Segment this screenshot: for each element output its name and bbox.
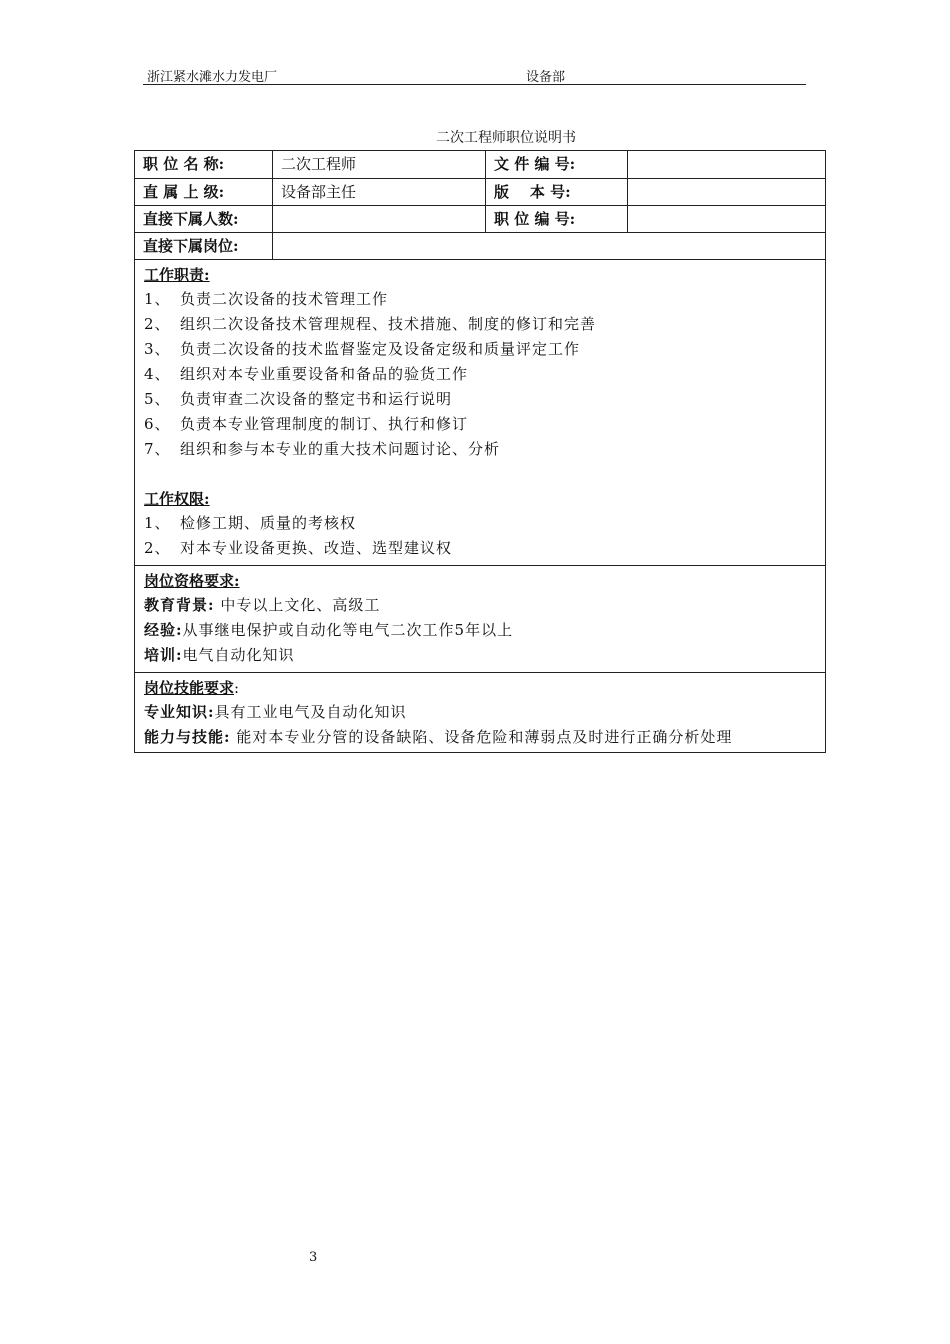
- item-text: 对本专业设备更换、改造、选型建议权: [180, 539, 453, 557]
- item-text: 负责本专业管理制度的制订、执行和修订: [180, 415, 469, 433]
- qualifications-title: 岗位资格要求:: [144, 572, 240, 590]
- subordinate-positions-label: 直接下属岗位:: [135, 233, 273, 259]
- header-org: 浙江紧水滩水力发电厂: [147, 70, 278, 85]
- item-text: 组织对本专业重要设备和备品的验货工作: [180, 365, 469, 383]
- item-number: 2、: [144, 315, 171, 333]
- knowledge-label: 专业知识:: [144, 703, 215, 721]
- training-label: 培训:: [144, 646, 183, 664]
- skills-title-line: [144, 676, 816, 700]
- position-name-label: 职 位 名 称:: [135, 151, 273, 178]
- file-no-label: 文 件 编 号:: [486, 151, 628, 178]
- file-no-value: [628, 151, 825, 178]
- page-header: [143, 64, 806, 85]
- list-item: [144, 312, 816, 337]
- supervisor-value: 设备部主任: [273, 179, 486, 205]
- subordinates-count-label: 直接下属人数:: [135, 206, 273, 232]
- version-value: [628, 179, 825, 205]
- duties-title: 工作职责:: [144, 266, 210, 284]
- item-number: 6、: [144, 415, 171, 433]
- ability-label: 能力与技能:: [144, 728, 231, 746]
- experience-row: [144, 618, 816, 643]
- item-number: 5、: [144, 390, 171, 408]
- duties-section: [135, 259, 825, 565]
- info-row-2: [135, 178, 825, 205]
- position-no-value: [628, 206, 825, 232]
- list-item: [144, 387, 816, 412]
- item-number: 3、: [144, 340, 171, 358]
- item-text: 检修工期、质量的考核权: [180, 514, 357, 532]
- education-value: 中专以上文化、高级工: [220, 596, 381, 614]
- info-row-1: [135, 151, 825, 178]
- header-dept: 设备部: [526, 70, 566, 85]
- list-item: [144, 412, 816, 437]
- item-text: 组织二次设备技术管理规程、技术措施、制度的修订和完善: [180, 315, 597, 333]
- item-text: 组织和参与本专业的重大技术问题讨论、分析: [180, 440, 501, 458]
- version-label: 版 本 号:: [486, 179, 628, 205]
- list-item: [144, 536, 816, 561]
- list-item: [144, 337, 816, 362]
- position-no-label: 职 位 编 号:: [486, 206, 628, 232]
- list-item: [144, 511, 816, 536]
- training-value: 电气自动化知识: [182, 646, 295, 664]
- education-row: [144, 593, 816, 618]
- qualifications-section: [135, 565, 825, 672]
- ability-value: 能对本专业分管的设备缺陷、设备危险和薄弱点及时进行正确分析处理: [236, 728, 733, 746]
- knowledge-value: 具有工业电气及自动化知识: [214, 703, 407, 721]
- list-item: [144, 362, 816, 387]
- skills-title: 岗位技能要求: [144, 679, 235, 697]
- info-row-4: [135, 232, 825, 259]
- item-number: 1、: [144, 514, 171, 532]
- skills-section: [135, 672, 825, 752]
- item-text: 负责二次设备的技术管理工作: [180, 290, 389, 308]
- document-title: 二次工程师职位说明书: [436, 130, 576, 146]
- skills-title-suffix: :: [234, 679, 240, 697]
- job-description-table: [134, 150, 826, 753]
- list-item: [144, 437, 816, 462]
- item-text: 负责审查二次设备的整定书和运行说明: [180, 390, 453, 408]
- subordinates-count-value: [273, 206, 486, 232]
- position-name-value: 二次工程师: [273, 151, 486, 178]
- item-text: 负责二次设备的技术监督鉴定及设备定级和质量评定工作: [180, 340, 581, 358]
- subordinate-positions-value: [273, 233, 825, 259]
- ability-row: [144, 725, 816, 750]
- experience-value: 从事继电保护或自动化等电气二次工作5年以上: [182, 621, 514, 639]
- item-number: 4、: [144, 365, 171, 383]
- item-number: 2、: [144, 539, 171, 557]
- authority-title: 工作权限:: [144, 490, 210, 508]
- info-row-3: [135, 205, 825, 232]
- page-number: 3: [309, 1250, 318, 1265]
- section-spacer: [144, 462, 816, 487]
- experience-label: 经验:: [144, 621, 183, 639]
- item-number: 1、: [144, 290, 171, 308]
- list-item: [144, 287, 816, 312]
- education-label: 教育背景:: [144, 596, 215, 614]
- supervisor-label: 直 属 上 级:: [135, 179, 273, 205]
- item-number: 7、: [144, 440, 171, 458]
- knowledge-row: [144, 700, 816, 725]
- training-row: [144, 643, 816, 668]
